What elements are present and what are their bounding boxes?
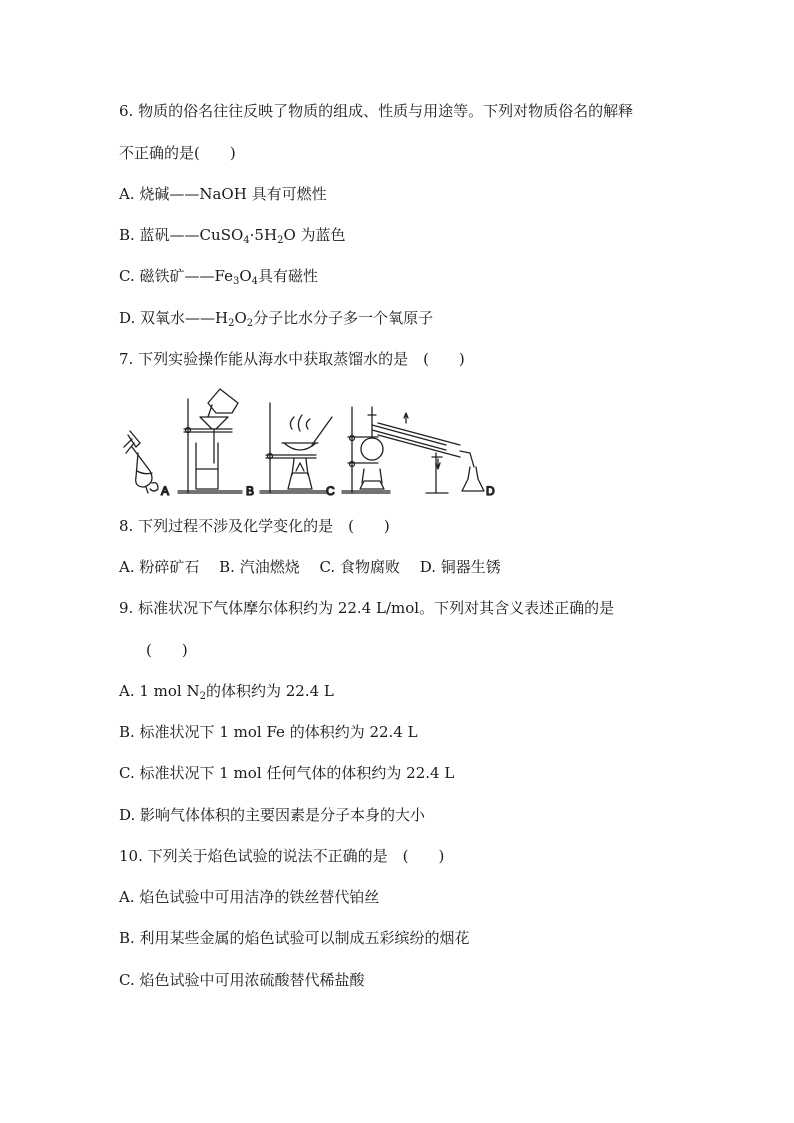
evaporation-setup-drawing: [260, 403, 332, 493]
q6-d-text-3: 分子比水分子多一个氧原子: [253, 309, 434, 327]
q8-options: A. 粉碎矿石 B. 汽油燃烧 C. 食物腐败 D. 铜器生锈: [119, 558, 501, 576]
q10-option-a: A. 焰色试验中可用洁净的铁丝替代铂丝: [119, 888, 380, 906]
q10-stem: 10. 下列关于焰色试验的说法不正确的是 ( ): [119, 847, 445, 865]
q6-d-sub-2: 2: [246, 318, 254, 329]
q9-a-text-2: 的体积约为 22.4 L: [206, 682, 334, 700]
q9-answer-paren: ( ): [146, 641, 188, 659]
q7-stem: 7. 下列实验操作能从海水中获取蒸馏水的是 ( ): [119, 350, 465, 368]
q6-stem-line2: 不正确的是( ): [119, 144, 236, 162]
q6-c-sub-1: 3: [232, 276, 240, 287]
q6-d-text-2: O: [234, 309, 247, 327]
q6-option-d: [119, 308, 433, 334]
q7-label-b: B: [246, 484, 255, 498]
q6-d-sub-1: 2: [228, 318, 235, 329]
q7-apparatus-figure: [116, 383, 500, 499]
q9-option-a: [119, 681, 334, 707]
q6-option-a: A. 烧碱——NaOH 具有可燃性: [119, 185, 327, 203]
q9-option-c: C. 标准状况下 1 mol 任何气体的体积约为 22.4 L: [119, 764, 455, 782]
q9-stem: 9. 标准状况下气体摩尔体积约为 22.4 L/mol。下列对其含义表述正确的是: [119, 599, 615, 617]
q9-a-sub: 2: [199, 691, 206, 702]
q9-option-d: D. 影响气体体积的主要因素是分子本身的大小: [119, 806, 426, 824]
q10-option-b: B. 利用某些金属的焰色试验可以制成五彩缤纷的烟花: [119, 929, 470, 947]
q7-label-d: D: [486, 484, 495, 498]
q9-a-text-1: A. 1 mol N: [119, 682, 200, 700]
filtration-setup-drawing: [178, 389, 242, 493]
q7-label-c: C: [326, 484, 335, 498]
q8-stem: 8. 下列过程不涉及化学变化的是 ( ): [119, 517, 390, 535]
q9-option-b: B. 标准状况下 1 mol Fe 的体积约为 22.4 L: [119, 723, 418, 741]
q6-b-sub-2: 2: [277, 235, 284, 246]
q6-stem-line1: 6. 物质的俗名往往反映了物质的组成、性质与用途等。下列对物质俗名的解释: [119, 102, 634, 120]
q6-d-text-1: D. 双氧水——H: [119, 309, 229, 327]
distillation-setup-drawing: [342, 407, 484, 493]
separatory-funnel-drawing: [124, 431, 158, 493]
q7-label-a: A: [161, 484, 170, 498]
q6-b-text-2: ·5H: [249, 226, 278, 244]
q6-b-text-3: O 为蓝色: [283, 226, 346, 244]
q6-c-text-1: C. 磁铁矿——Fe: [119, 267, 233, 285]
q6-b-text-1: B. 蓝矾——CuSO: [119, 226, 244, 244]
q6-c-sub-2: 4: [251, 276, 259, 287]
q6-option-c: [119, 266, 318, 292]
q6-b-sub-1: 4: [243, 235, 250, 246]
q6-c-text-3: 具有磁性: [258, 267, 319, 285]
q6-c-text-2: O: [239, 267, 252, 285]
q10-option-c: C. 焰色试验中可用浓硫酸替代稀盐酸: [119, 971, 365, 989]
q6-option-b: [119, 225, 346, 251]
